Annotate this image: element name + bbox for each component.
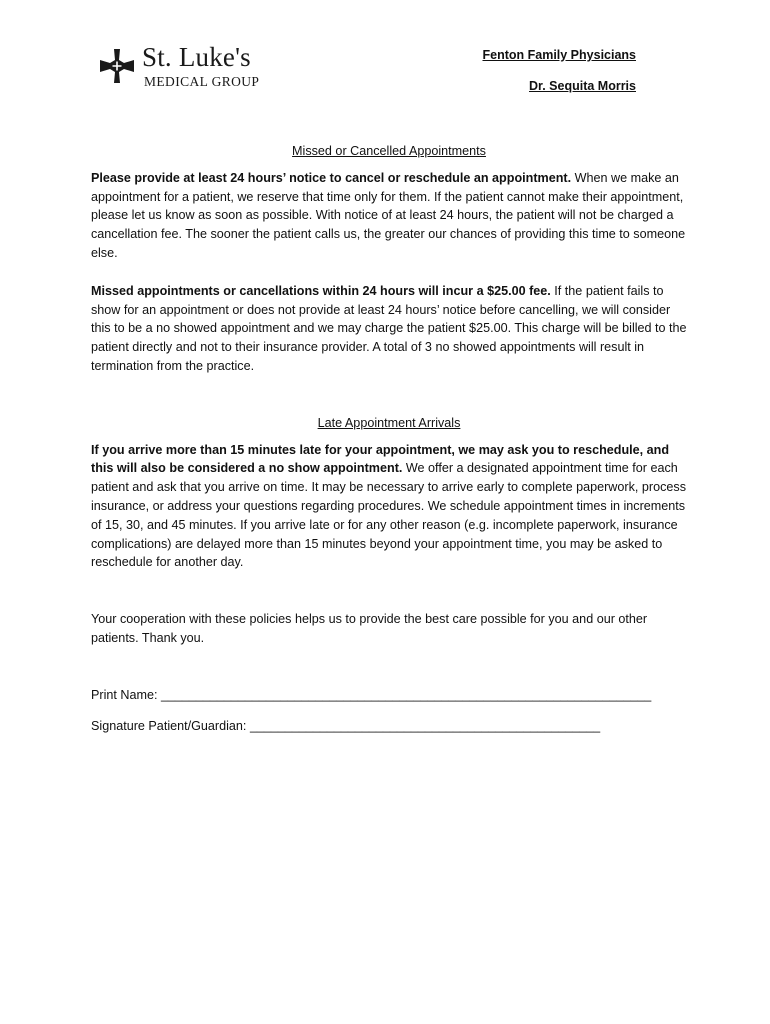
print-name-label: Print Name: — [91, 687, 158, 702]
practice-name: Fenton Family Physicians — [482, 48, 636, 62]
fee-bold-text: Missed appointments or cancellations within 24 hours will incur a $25.00 fee. — [91, 283, 551, 298]
practice-info — [482, 40, 636, 102]
print-name-field[interactable]: ______________________________________________________________________ — [161, 687, 652, 702]
closing-paragraph: Your cooperation with these policies helps us to provide the best care possible for you and our other patients. Thank you. — [91, 612, 648, 645]
fee-text: If the patient fails to show for an appointment or does not provide at least 24 hours’ notice before cancelling, we will consider this to be a no showed appointment and we may charge the patient $25.00. This charge will be billed to the patient directly and not to their insurance provider. A total of 3 no showed appointments will result in termination from the practice. — [91, 283, 687, 373]
notice-bold-text: Please provide at least 24 hours’ notice to cancel or reschedule an appointment. — [91, 170, 572, 185]
signature-field[interactable]: __________________________________________________ — [249, 718, 601, 733]
cross-icon — [97, 46, 137, 86]
document-body — [91, 142, 687, 735]
late-bold-text: If you arrive more than 15 minutes late for your appointment, we may ask you to reschedule, and this will also be considered a no show appointment. — [91, 442, 670, 476]
late-text: We offer a designated appointment time for each patient and ask that you arrive on time. It may be necessary to arrive early to complete paperwork, process insurance, or address your questions regarding procedures. We schedule appointment times in increments of 15, 30, and 45 minutes. If you arrive late or for any other reason (e.g. incomplete paperwork, insurance complications) are delayed more than 15 minutes beyond your appointment time, you may be asked to reschedule for another day. — [91, 461, 686, 570]
late-paragraph — [91, 441, 687, 573]
doctor-name: Dr. Sequita Morris — [529, 79, 636, 93]
signature-label: Signature Patient/Guardian: — [91, 718, 247, 733]
logo-subtitle: MEDICAL GROUP — [144, 74, 260, 89]
notice-text: When we make an appointment for a patient, we reserve that time only for them. If the patient cannot make their appointment, please let us know as soon as possible. With notice of at least 24 hours, the patient will not be charged a cancellation fee. The sooner the patient calls us, the greater our chances of providing this time to someone else. — [91, 170, 686, 260]
late-arrivals-heading: Late Appointment Arrivals — [317, 415, 461, 430]
fee-paragraph — [91, 282, 687, 376]
missed-appointments-heading: Missed or Cancelled Appointments — [292, 144, 486, 158]
print-name-row — [91, 686, 687, 705]
st-lukes-logo — [97, 44, 272, 92]
signature-row — [91, 717, 687, 736]
notice-paragraph — [91, 169, 687, 263]
logo-name: St. Luke's — [142, 42, 251, 72]
